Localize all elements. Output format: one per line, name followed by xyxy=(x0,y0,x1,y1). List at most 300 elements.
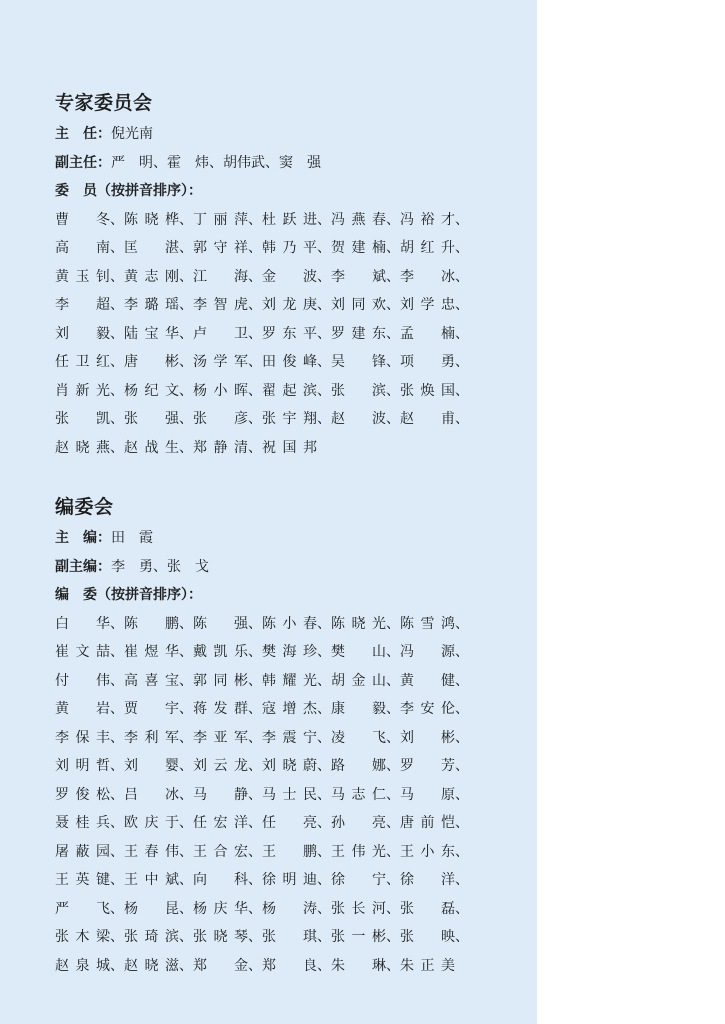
editorial-member-name: 张琦滨 xyxy=(124,929,179,945)
editorial-member-name: 刘 彬 xyxy=(400,729,455,746)
editorial-member-item xyxy=(262,838,331,867)
editorial-member-item xyxy=(331,809,400,838)
expert-member-separator: 、 xyxy=(317,268,331,285)
editorial-member-separator: 、 xyxy=(248,929,262,945)
editorial-member-item xyxy=(400,752,469,781)
expert-deputy-names: 严 明、霍 炜、胡伟武、窦 强 xyxy=(111,154,321,171)
expert-member-item xyxy=(55,348,124,377)
editorial-member-separator: 、 xyxy=(455,815,469,831)
expert-member-item xyxy=(55,320,124,349)
editorial-member-separator: 、 xyxy=(110,929,124,945)
editorial-member-item xyxy=(55,838,124,867)
expert-member-separator: 、 xyxy=(179,211,193,228)
expert-director-name: 倪光南 xyxy=(111,126,153,142)
editorial-member-separator: 、 xyxy=(248,900,262,917)
editorial-member-separator: 、 xyxy=(386,644,400,660)
editorial-member-separator: 、 xyxy=(179,900,193,917)
editor-deputy-label: 副主编： xyxy=(55,558,111,575)
expert-member-name: 罗东平 xyxy=(262,325,317,342)
editorial-member-item xyxy=(124,695,193,724)
editorial-member-separator: 、 xyxy=(110,872,124,888)
editorial-member-item xyxy=(262,667,331,696)
expert-member-item xyxy=(262,234,331,263)
expert-member-separator: 、 xyxy=(455,268,469,285)
expert-member-item xyxy=(193,320,262,349)
expert-member-name: 高 南 xyxy=(55,240,110,256)
editorial-member-separator: 、 xyxy=(317,644,331,660)
editorial-member-separator: 、 xyxy=(386,843,400,860)
expert-member-name: 张 凯 xyxy=(55,411,110,427)
expert-member-separator: 、 xyxy=(110,411,124,427)
editorial-member-separator: 、 xyxy=(110,615,124,632)
editorial-member-name: 黄 岩 xyxy=(55,701,110,717)
expert-member-name: 匡 湛 xyxy=(124,240,179,256)
expert-member-separator: 、 xyxy=(455,325,469,342)
expert-member-name: 刘学忠 xyxy=(400,297,455,313)
expert-member-separator: 、 xyxy=(317,411,331,427)
expert-member-separator: 、 xyxy=(455,382,469,399)
editorial-member-item xyxy=(400,610,469,639)
editorial-member-item xyxy=(124,752,193,781)
expert-member-name: 项 勇 xyxy=(400,354,455,370)
expert-member-name: 郑静清 xyxy=(193,439,248,456)
editorial-member-item xyxy=(124,838,193,867)
editorial-member-name: 罗 芳 xyxy=(400,758,455,774)
editorial-member-separator: 、 xyxy=(455,644,469,660)
editorial-member-item xyxy=(331,695,400,724)
expert-member-separator: 、 xyxy=(110,240,124,256)
editorial-member-separator: 、 xyxy=(179,701,193,717)
editorial-members-label: 编 委（按拼音排序）： xyxy=(55,587,202,603)
expert-member-name: 张 强 xyxy=(124,411,179,427)
editorial-member-name: 陈小春 xyxy=(262,615,317,632)
expert-member-item xyxy=(55,234,124,263)
expert-member-name: 李 斌 xyxy=(331,268,386,285)
expert-member-separator: 、 xyxy=(248,325,262,342)
editorial-member-separator: 、 xyxy=(110,815,124,831)
editorial-member-name: 任 亮 xyxy=(262,815,317,831)
editorial-member-name: 陈雪鸿 xyxy=(400,615,455,632)
expert-member-name: 韩乃平 xyxy=(262,240,317,256)
editorial-member-name: 刘 婴 xyxy=(124,758,179,774)
editorial-member-name: 路 娜 xyxy=(331,758,386,774)
editorial-member-name: 王合宏 xyxy=(193,843,248,860)
editorial-member-name: 张晓琴 xyxy=(193,929,248,945)
editorial-member-item xyxy=(400,781,469,810)
expert-member-item xyxy=(262,348,331,377)
editorial-member-item xyxy=(124,638,193,667)
editorial-member-item xyxy=(331,952,400,981)
expert-member-item xyxy=(331,405,400,434)
editorial-member-name: 吕 冰 xyxy=(124,786,179,803)
expert-member-separator: 、 xyxy=(386,240,400,256)
editorial-member-separator: 、 xyxy=(317,843,331,860)
editorial-member-name: 高喜宝 xyxy=(124,672,179,689)
editorial-member-name: 唐前恺 xyxy=(400,815,455,831)
expert-member-item xyxy=(400,348,469,377)
editorial-member-separator: 、 xyxy=(248,701,262,717)
editorial-member-name: 蒋发群 xyxy=(193,701,248,717)
editorial-member-item xyxy=(55,695,124,724)
editorial-member-name: 罗俊松 xyxy=(55,786,110,803)
editorial-member-item xyxy=(262,752,331,781)
editorial-member-item xyxy=(55,895,124,924)
editorial-member-separator: 、 xyxy=(386,672,400,689)
expert-member-name: 刘龙庚 xyxy=(262,297,317,313)
expert-member-separator: 、 xyxy=(317,211,331,228)
editorial-member-item xyxy=(262,866,331,895)
editorial-member-name: 马 静 xyxy=(193,786,248,803)
expert-member-item xyxy=(124,234,193,263)
expert-member-item xyxy=(193,206,262,235)
editorial-member-item xyxy=(400,667,469,696)
expert-member-separator: 、 xyxy=(110,268,124,285)
expert-member-name: 陈晓桦 xyxy=(124,211,179,228)
expert-member-item xyxy=(124,377,193,406)
editorial-member-name: 李安伦 xyxy=(400,701,455,717)
editorial-member-separator: 、 xyxy=(110,672,124,689)
expert-member-separator: 、 xyxy=(179,297,193,313)
expert-member-item xyxy=(124,434,193,463)
expert-member-item xyxy=(193,263,262,292)
editorial-member-separator: 、 xyxy=(179,957,193,974)
expert-member-separator: 、 xyxy=(110,297,124,313)
editorial-member-name: 白 华 xyxy=(55,615,110,632)
expert-member-item xyxy=(400,320,469,349)
editorial-member-item xyxy=(400,895,469,924)
editorial-member-name: 戴凯乐 xyxy=(193,644,248,660)
expert-member-name: 陆宝华 xyxy=(124,325,179,342)
editorial-member-name: 马士民 xyxy=(262,786,317,803)
editorial-member-name: 马 原 xyxy=(400,786,455,803)
expert-members-heading xyxy=(55,177,485,206)
expert-member-separator: 、 xyxy=(317,325,331,342)
editor-chief-name: 田 霞 xyxy=(111,530,153,546)
expert-member-separator: 、 xyxy=(386,211,400,228)
expert-member-separator: 、 xyxy=(317,354,331,370)
editorial-member-separator: 、 xyxy=(386,729,400,746)
editorial-member-separator: 、 xyxy=(317,929,331,945)
expert-member-separator: 、 xyxy=(455,240,469,256)
editorial-member-separator: 、 xyxy=(386,615,400,632)
editorial-member-separator: 、 xyxy=(110,644,124,660)
editorial-member-separator: 、 xyxy=(386,786,400,803)
editorial-member-name: 陈晓光 xyxy=(331,615,386,632)
editorial-member-name: 张木梁 xyxy=(55,929,110,945)
expert-member-item xyxy=(262,263,331,292)
expert-director-label: 主 任： xyxy=(55,126,111,142)
editorial-member-name: 张一彬 xyxy=(331,929,386,945)
expert-member-name: 张焕国 xyxy=(400,382,455,399)
expert-member-name: 孟 楠 xyxy=(400,325,455,342)
expert-member-separator: 、 xyxy=(317,240,331,256)
editorial-member-item xyxy=(331,781,400,810)
expert-member-item xyxy=(55,263,124,292)
editorial-member-separator: 、 xyxy=(110,957,124,974)
editorial-member-item xyxy=(331,752,400,781)
editorial-member-item xyxy=(400,638,469,667)
expert-member-name: 赵晓燕 xyxy=(55,439,110,456)
expert-member-item xyxy=(193,405,262,434)
editorial-member-item xyxy=(400,695,469,724)
editorial-member-separator: 、 xyxy=(248,758,262,774)
editorial-member-separator: 、 xyxy=(179,815,193,831)
editorial-member-item xyxy=(262,809,331,838)
expert-member-item xyxy=(124,348,193,377)
editorial-member-item xyxy=(262,952,331,981)
expert-member-name: 汤学军 xyxy=(193,354,248,370)
expert-member-item xyxy=(55,434,124,463)
editorial-member-item xyxy=(193,695,262,724)
expert-member-separator: 、 xyxy=(248,439,262,456)
expert-member-separator: 、 xyxy=(179,354,193,370)
expert-member-separator: 、 xyxy=(455,297,469,313)
editorial-member-separator: 、 xyxy=(455,615,469,632)
editorial-member-name: 付 伟 xyxy=(55,672,110,689)
editorial-member-item xyxy=(193,667,262,696)
expert-member-item xyxy=(124,291,193,320)
editor-deputy-row xyxy=(55,553,485,582)
editorial-member-name: 孙 亮 xyxy=(331,815,386,831)
editorial-member-name: 崔煜华 xyxy=(124,644,179,660)
editorial-member-separator: 、 xyxy=(179,872,193,888)
expert-member-name: 李璐瑶 xyxy=(124,297,179,313)
editorial-member-name: 陈 鹏 xyxy=(124,615,179,632)
editorial-member-separator: 、 xyxy=(317,758,331,774)
editorial-member-name: 任宏洋 xyxy=(193,815,248,831)
editorial-member-separator: 、 xyxy=(317,957,331,974)
editorial-member-name: 朱正美 xyxy=(400,957,455,974)
expert-member-separator: 、 xyxy=(110,382,124,399)
editorial-member-name: 王伟光 xyxy=(331,843,386,860)
expert-member-item xyxy=(193,291,262,320)
expert-member-name: 刘 毅 xyxy=(55,325,110,342)
expert-member-separator: 、 xyxy=(179,439,193,456)
editorial-member-item xyxy=(262,923,331,952)
expert-member-name: 肖新光 xyxy=(55,382,110,399)
editorial-member-item xyxy=(55,923,124,952)
editorial-member-separator: 、 xyxy=(386,957,400,974)
editorial-member-separator: 、 xyxy=(455,758,469,774)
expert-member-name: 曹 冬 xyxy=(55,211,110,228)
editorial-member-separator: 、 xyxy=(455,701,469,717)
editorial-member-separator: 、 xyxy=(110,843,124,860)
editorial-member-name: 王 鹏 xyxy=(262,843,317,860)
expert-member-item xyxy=(262,434,331,463)
editorial-member-separator: 、 xyxy=(386,701,400,717)
editorial-member-name: 李震宁 xyxy=(262,729,317,746)
editorial-member-separator: 、 xyxy=(386,929,400,945)
editorial-member-name: 张 磊 xyxy=(400,900,455,917)
expert-member-separator: 、 xyxy=(179,325,193,342)
expert-member-item xyxy=(124,320,193,349)
expert-member-item xyxy=(55,291,124,320)
expert-member-name: 李 冰 xyxy=(400,268,455,285)
expert-member-item xyxy=(193,377,262,406)
expert-member-separator: 、 xyxy=(248,268,262,285)
editorial-member-item xyxy=(262,695,331,724)
editorial-member-separator: 、 xyxy=(179,615,193,632)
expert-member-name: 郭守祥 xyxy=(193,240,248,256)
editorial-member-name: 张长河 xyxy=(331,900,386,917)
editorial-member-name: 韩耀光 xyxy=(262,672,317,689)
editorial-member-item xyxy=(55,809,124,838)
editorial-member-separator: 、 xyxy=(248,672,262,689)
editorial-member-item xyxy=(124,952,193,981)
editorial-member-name: 徐 宁 xyxy=(331,872,386,888)
expert-member-name: 张宇翔 xyxy=(262,411,317,427)
expert-member-name: 丁丽萍 xyxy=(193,211,248,228)
editorial-member-name: 樊海珍 xyxy=(262,644,317,660)
editorial-member-name: 李亚军 xyxy=(193,729,248,746)
editorial-member-item xyxy=(55,752,124,781)
editorial-member-separator: 、 xyxy=(455,843,469,860)
expert-member-item xyxy=(262,377,331,406)
editorial-member-item xyxy=(262,724,331,753)
expert-member-item xyxy=(331,291,400,320)
editorial-member-separator: 、 xyxy=(455,929,469,945)
expert-member-name: 冯裕才 xyxy=(400,211,455,228)
expert-member-item xyxy=(400,206,469,235)
editorial-member-separator: 、 xyxy=(110,729,124,746)
expert-member-name: 祝国邦 xyxy=(262,439,317,456)
editorial-member-name: 王中斌 xyxy=(124,872,179,888)
expert-member-item xyxy=(124,405,193,434)
editorial-member-separator: 、 xyxy=(317,672,331,689)
editorial-member-separator: 、 xyxy=(455,900,469,917)
editorial-member-separator: 、 xyxy=(110,900,124,917)
expert-member-separator: 、 xyxy=(248,382,262,399)
expert-member-name: 罗建东 xyxy=(331,325,386,342)
expert-deputy-label: 副主任： xyxy=(55,154,111,171)
editorial-member-separator: 、 xyxy=(179,644,193,660)
expert-director-row xyxy=(55,120,485,149)
expert-member-item xyxy=(55,377,124,406)
editorial-member-name: 杨庆华 xyxy=(193,900,248,917)
expert-member-item xyxy=(331,234,400,263)
editorial-member-item xyxy=(262,781,331,810)
editorial-member-item xyxy=(331,866,400,895)
editorial-member-item xyxy=(55,610,124,639)
editor-deputy-names: 李 勇、张 戈 xyxy=(111,558,209,575)
expert-member-name: 冯燕春 xyxy=(331,211,386,228)
expert-member-item xyxy=(400,234,469,263)
expert-member-item xyxy=(55,206,124,235)
editorial-member-name: 刘明哲 xyxy=(55,758,110,774)
editorial-member-name: 刘晓蔚 xyxy=(262,758,317,774)
editorial-member-separator: 、 xyxy=(179,758,193,774)
editorial-member-separator: 、 xyxy=(110,701,124,717)
expert-member-name: 田俊峰 xyxy=(262,354,317,370)
editorial-member-separator: 、 xyxy=(455,672,469,689)
editorial-member-separator: 、 xyxy=(179,729,193,746)
editorial-member-item xyxy=(55,866,124,895)
expert-member-name: 李 超 xyxy=(55,297,110,313)
expert-member-name: 杨纪文 xyxy=(124,382,179,399)
editorial-member-item xyxy=(55,667,124,696)
expert-member-item xyxy=(193,434,262,463)
expert-member-name: 杜跃进 xyxy=(262,211,317,228)
editorial-member-name: 张 映 xyxy=(400,929,455,945)
editorial-member-item xyxy=(193,866,262,895)
editorial-member-separator: 、 xyxy=(317,815,331,831)
editorial-member-separator: 、 xyxy=(455,729,469,746)
editorial-member-name: 郭同彬 xyxy=(193,672,248,689)
editorial-members-heading xyxy=(55,581,485,610)
editorial-member-separator: 、 xyxy=(317,701,331,717)
editorial-member-name: 胡金山 xyxy=(331,672,386,689)
editorial-member-item xyxy=(331,838,400,867)
editorial-member-separator: 、 xyxy=(179,843,193,860)
editorial-member-item xyxy=(193,610,262,639)
editorial-member-name: 向 科 xyxy=(193,872,248,888)
expert-member-item xyxy=(400,263,469,292)
editorial-member-name: 李利军 xyxy=(124,729,179,746)
editorial-member-separator: 、 xyxy=(248,644,262,660)
expert-member-name: 刘同欢 xyxy=(331,297,386,313)
editorial-member-item xyxy=(400,952,469,981)
editorial-member-item xyxy=(124,809,193,838)
expert-member-item xyxy=(400,377,469,406)
editorial-member-name: 杨 涛 xyxy=(262,900,317,917)
editorial-member-name: 凌 飞 xyxy=(331,729,386,746)
editorial-member-item xyxy=(400,838,469,867)
editorial-member-item xyxy=(124,895,193,924)
expert-member-separator: 、 xyxy=(179,268,193,285)
editorial-member-item xyxy=(124,923,193,952)
editorial-member-item xyxy=(55,638,124,667)
editorial-member-name: 郑 金 xyxy=(193,957,248,974)
editorial-member-name: 郑 良 xyxy=(262,957,317,974)
editorial-member-separator: 、 xyxy=(248,815,262,831)
expert-member-name: 贺建楠 xyxy=(331,240,386,256)
expert-member-name: 赵战生 xyxy=(124,439,179,456)
expert-member-item xyxy=(262,291,331,320)
editorial-member-item xyxy=(55,952,124,981)
expert-member-separator: 、 xyxy=(110,211,124,228)
editor-chief-row xyxy=(55,524,485,553)
editorial-member-name: 王春伟 xyxy=(124,843,179,860)
editorial-committee-title: 编委会 xyxy=(55,496,114,518)
editorial-member-separator: 、 xyxy=(386,900,400,917)
editorial-member-name: 赵泉城 xyxy=(55,957,110,974)
editorial-member-separator: 、 xyxy=(110,786,124,803)
editorial-member-item xyxy=(55,781,124,810)
expert-member-separator: 、 xyxy=(317,382,331,399)
editorial-member-name: 王小东 xyxy=(400,843,455,860)
expert-member-separator: 、 xyxy=(179,240,193,256)
editorial-member-separator: 、 xyxy=(317,900,331,917)
expert-member-name: 吴 锋 xyxy=(331,354,386,370)
editorial-member-name: 李保丰 xyxy=(55,729,110,746)
expert-members-list xyxy=(55,206,485,463)
expert-member-separator: 、 xyxy=(455,354,469,370)
expert-member-item xyxy=(331,320,400,349)
editorial-member-name: 陈 强 xyxy=(193,615,248,632)
editorial-member-separator: 、 xyxy=(317,872,331,888)
expert-member-item xyxy=(124,206,193,235)
editorial-member-separator: 、 xyxy=(317,786,331,803)
editorial-member-name: 徐 洋 xyxy=(400,872,455,888)
editorial-member-item xyxy=(193,923,262,952)
editorial-member-name: 聂桂兵 xyxy=(55,815,110,831)
expert-member-name: 金 波 xyxy=(262,268,317,285)
editorial-member-separator: 、 xyxy=(386,815,400,831)
editorial-member-item xyxy=(331,667,400,696)
expert-member-item xyxy=(193,348,262,377)
editorial-member-item xyxy=(193,809,262,838)
editorial-member-separator: 、 xyxy=(317,729,331,746)
